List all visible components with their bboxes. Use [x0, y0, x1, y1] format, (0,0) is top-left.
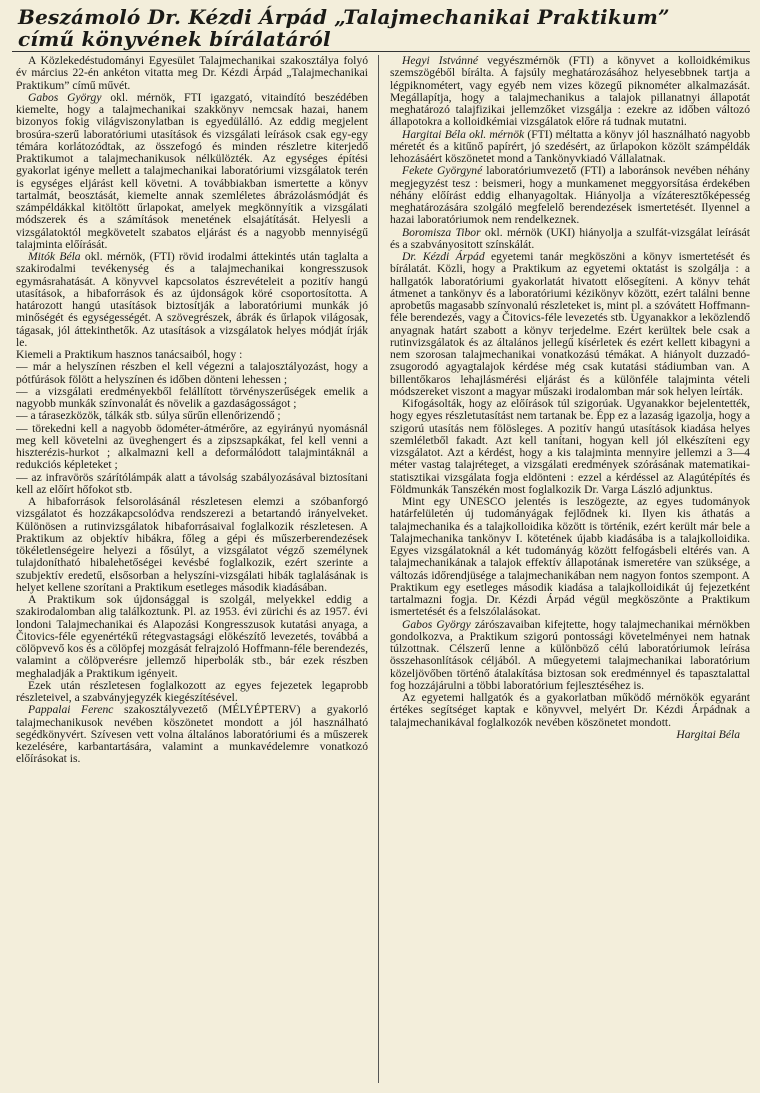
paragraph: [16, 361, 368, 386]
paragraph: [390, 55, 750, 129]
paragraph-text: zárószavaiban kifejtette, hogy talajmechanikai mérnökben gondolkozva, a Praktikum szigorú pontossági követelményei nem hatnak túlzottnak. Célszerű lenne a különböző célú laboratóriumok leírása összehasonlítások céljából. A műegyetemi talajmechanikai laboratórium közeljövőben történő átalakítása biztosan sok eredménnyel és tapasztalattal fog hozzájárulni a többi laboratórium fejlesztéséhez is.: [390, 617, 750, 692]
paragraph-text: szakosztályvezető (MÉLYÉPTERV) a gyakorló talajmechanikusok nevében köszönetet mondott a jól használható segédkönyvért. Szívesen vett volna általános laboratóriumi és a műszerek kezelésére, karbantartására, valamint a munkavédelemre vonatkozó előírásokat is.: [16, 703, 368, 766]
paragraph-text: okl. mérnök, (FTI) rövid irodalmi áttekintés után taglalta a szakirodalmi tevékenység és a talajmechanikai kongresszusok egymásrahatását. A könyvvel kapcsolatos észrevételeit a pozitív hangú utasítások, a hibaforrások és az újdonságok köré csoportosította. A határozott hangú utasítások biztosítják a laboratóriumi munkák jó minőségét és egységességét. A szövegrészek, ábrák és űrlapok világosak, tágasak, jól áttekinthetők. Az utasítások a vizsgálatok helyes módját írják le.: [16, 250, 368, 349]
paragraph: [16, 251, 368, 349]
speaker-name: Mitók Béla: [28, 250, 81, 263]
paragraph: [390, 251, 750, 398]
paragraph: [16, 680, 368, 705]
left-column: [16, 55, 368, 1089]
paragraph: [390, 165, 750, 226]
paragraph: [16, 594, 368, 680]
right-column: [390, 55, 750, 1089]
paragraph: [390, 692, 750, 729]
paragraph-text: Az egyetemi hallgatók és a gyakorlatban működő mérnökök egyaránt értékes segítséget kaptak e könyvvel, melyért Dr. Kézdi Árpádnak a talajmechanikával foglalkozók nevében köszönetet mondott.: [390, 691, 750, 729]
paragraph: [16, 704, 368, 765]
paragraph-text: — a tárasezközök, tálkák stb. súlya sűrűn ellenőrizendő ;: [16, 409, 281, 423]
column-divider: [378, 55, 379, 1083]
speaker-name: Fekete Györgyné: [402, 164, 483, 178]
signature-text: Hargitai Béla: [676, 727, 740, 741]
paragraph-text: okl. mérnök (UKI) hiányolja a szulfát-vizsgálat leírását és a szabványositott színskálát.: [390, 225, 750, 251]
paragraph: [390, 227, 750, 252]
paragraph: [16, 386, 368, 411]
paragraph-text: Ezek után részletesen foglalkozott az egyes fejezetek legaprobb részleteivel, a szabványjegyzék kiegészítésével.: [16, 678, 368, 704]
paragraph-text: (FTI) méltatta a könyv jól használható nagyobb méretét és a kitűnő papírért, jó szedésért, az űrlapokon közölt számpéldák lehozásáért köszönetet mond a Tankönyvkiadó Vállalatnak.: [390, 127, 750, 165]
author-signature: [390, 729, 750, 741]
title-rule: [12, 51, 750, 52]
speaker-name: Hegyi Istvánné: [402, 55, 479, 67]
paragraph-text: Mint egy UNESCO jelentés is leszögezte, az egyes tudományok határfelületén új tudományágak fejlődnek ki. Ilyen kis áthatás a talajmechanika és a talajkolloidika között is történik, ezért került már bele a Talajmechanika tankönyv I. kötetének újabb kiadásába is a talajkolloidika. Egyes vizsgálatoknál a két tudományág között felfogásbeli eltérés van. A talajmechanikának a talajok effektív állapotának ismeretére van szüksége, a változás időrendjüsége a talajmechanikában nem nagyon fontos szempont. A Praktikum egy esetleges második kiadása a talajkolloidikát új fejezetként tartalmazni fogja. Dr. Kézdi Árpád végül megköszönte a Praktikum ismertetését és a felszólalásokat.: [390, 495, 750, 619]
speaker-name: Dr. Kézdi Árpád: [402, 250, 485, 263]
title-line-1: Beszámoló Dr. Kézdi Árpád „Talajmechanikai Praktikum”: [18, 5, 670, 29]
speaker-name: Hargitai Béla okl. mérnök: [402, 127, 525, 141]
paragraph-text: Kifogásolták, hogy az előírások túl szigorúak. Ugyanakkor bejelentették, hogy egyes részletutasítást nem tartanak be. Épp ez a lazaság igazolja, hogy a szigorú utasítás nem fölösleges. A pozitív hangú utasítások kiadása helyes szemléletből fakadt. Azt kell tanítani, hogyan kell jól elkészíteni egy vizsgálatot. Azt a kérdést, hogy a kis talajminta mennyire jellemzi a 3—4 méter vastag talajréteget, a vizsgálati eredmények szórásának matematikai-statisztikai vizsgálata fogja eldönteni : ezzel a kérdéssel az Alagútépítés és Földmunkák Tanszékén most foglalkozik Dr. Varga László adjunktus.: [390, 397, 750, 496]
paragraph-text: laboratóriumvezető (FTI) a laboránsok nevében néhány megjegyzést tesz : beismeri, hogy a munkamenet meggyorsítása érdekében néhány előírást eddig elhanyagoltak. Hiányolja a vízáteresztőképesség meghatározására szolgáló megfelelő berendezések ismertetését. Ilyennel a hazai laboratóriumok nem rendelkeznek.: [390, 164, 750, 227]
paragraph: [390, 398, 750, 496]
speaker-name: Boromisza Tibor: [402, 225, 481, 239]
speaker-name: Pappalai Ferenc: [28, 703, 114, 717]
paragraph-text: — már a helyszínen részben el kell végezni a talajosztályozást, hogy a pótfúrások fölött a helyszínen és időben dönteni lehessen ;: [16, 360, 368, 386]
paragraph: [390, 496, 750, 619]
article-title: [18, 6, 738, 50]
paragraph: [16, 472, 368, 497]
paragraph-text: Kiemeli a Praktikum hasznos tanácsaiból, hogy :: [16, 348, 243, 361]
paragraph-text: A Praktikum sok újdonsággal is szolgál, melyekkel eddig a szakirodalomban alig találkoztunk. Pl. az 1953. évi zürichi és az 1957. évi londoni Talajmechanikai és Alapozási Kongresszusok kutatási anyaga, a Čitovics-féle egyenértékű rétegvastagsági elökészítő levezetés, továbbá a cölöpvevő kos és a cölöpfej mozgását felrajzoló Hoffmann-féle berendezés, valamint a cölöpverésre jellemző hiperbolák stb., bár ezek részben meghaladják a Praktikum igényeit.: [16, 593, 368, 680]
paragraph: [390, 129, 750, 166]
paragraph-text: — törekedni kell a nagyobb ödométer-átmérőre, az egyirányú nyomásnál meg kell követelni az üveghengert és a zipszsapkákat, fel kell venni a hiszterézis-hurkot ; alkalmazni kell a deformálódott talajmintáknál a redukciós képleteket ;: [16, 421, 368, 472]
paragraph-text: egyetemi tanár megköszöni a könyv ismertetését és bírálatát. Közli, hogy a Praktikum az egyetemi oktatást is szolgálja : a hallgatók laboratóriumi gyakorlatát hivatott elősegíteni. A könyv tehát átmenet a tankönyv és a laboratóriumi kézikönyv között, ezért találni benne aprobetűs magasabb színvonalú részleteket is, mint pl. a szóvátett Hoffmann-féle berendezés, vagy a Čitovics-féle levezetés stb. Ugyanakkor a leközlendő anyagnak határt szabott a könyv terjedelme. Ezért kerültek bele csak a rutinvizsgálatok és az általános jellegű kísérletek és ezért kellett kibagyni a nem szorosan talajmechanikai vonatkozású témákat. A hiányolt duzzadó-zsugorodó agyagtalajok kérdése még csak kutatási stádiumban van. A billentőkaros lehajlásmérési eljárást és a különféle talajminta vételi módszereket viszont a magyar műszaki irodalomban már sok helyen leírták.: [390, 250, 750, 398]
paragraph: [16, 92, 368, 251]
paragraph: [16, 55, 368, 92]
paragraph-text: vegyészmérnök (FTI) a könyvet a kolloidkémikus szemszögéből bírálta. A fajsúly meghatározásához helyesebbnek tartja a légpiknométert, vagy egyéb nem vizes közegű piknométer alkalmazását. Megállapítja, hogy a talajmechanikus a talajok pillanatnyi állapotát meghatározó talajfizikai jellemzőket vizsgálja : ezekre az időben változó állapotokra a kolloidkémiai vizsgálatok előre rá tudnak mutatni.: [390, 55, 750, 129]
title-line-2: című könyvének bírálatáról: [18, 27, 331, 51]
paragraph-text: — a vizsgálati eredményekből felállított törvényszerűségek emelik a nagyobb munkák színvonalát és növelik a gazdaságosságot ;: [16, 384, 368, 410]
paragraph-text: A Közlekedéstudományi Egyesület Talajmechanikai szakosztálya folyó év március 22-én ankéton vitatta meg Dr. Kézdi Árpád „Talajmechanikai Praktikum” című művét.: [16, 55, 368, 92]
paragraph: [16, 496, 368, 594]
paragraph: [390, 619, 750, 693]
speaker-name: Gabos György: [402, 617, 471, 631]
paragraph: [16, 423, 368, 472]
paragraph-text: — az infravörös szárítólámpák alatt a távolság szabályozásával biztosítani kell az előírt hőfokot stb.: [16, 470, 368, 496]
speaker-name: Gabos György: [28, 90, 102, 104]
paragraph-text: okl. mérnök, FTI igazgató, vitaindító beszédében kiemelte, hogy a talajmechanikai szakkönyv nemcsak hazai, hanem bizonyos fokig világviszonylatban is egyedülálló. Az eddig megjelent brosúra-szerű laboratóriumi utasítások és vizsgálati leírások csak egy-egy témára korlátozódtak, az összefogó és minden részletre kiterjedő Praktikumot a talajmechanikusok nélkülözték. Az egységes építési gyakorlat igénye mellett a talajmechanikai laboratóriumi vizsgálatok terén is egységes eljárást kell követni. A továbbiakban ismertette a könyv tartalmát, beosztását, kiemelte annak szemléletes ábrázolásmódját és számpéldákkal kitöltött űrlapokat, amelyek megkönnyítik a vizsgálati módszerek és a számítások menetének elsajátítását. Helyesli a vizsgálatoktól megkövetelt szabatos eljárást és a nagyobb mennyiségű talajminta előírását.: [16, 90, 368, 251]
paragraph-text: A hibaforrások felsorolásánál részletesen elemzi a szóbanforgó vizsgálatot és hozzákapcsolódva rendszerezi a betartandó irányelveket. Különösen a rutinvizsgálatok hibaforrásaival foglalkozik részletesen. A Praktikum az objektív hibákra, főleg a gépi és műszerberendezések tökéletlenségeire helyezi a fősúlyt, a vizsgálatot végző személynek tulajdonítható hibalehetőségei kevésbé foglalkozik, ezért szerinte a szubjektív eredetű, elsősorban a helyszíni-vizsgálati hibák taglalásának is helyet kellene szorítani a Praktikum esetleges második kiadásában.: [16, 495, 368, 594]
